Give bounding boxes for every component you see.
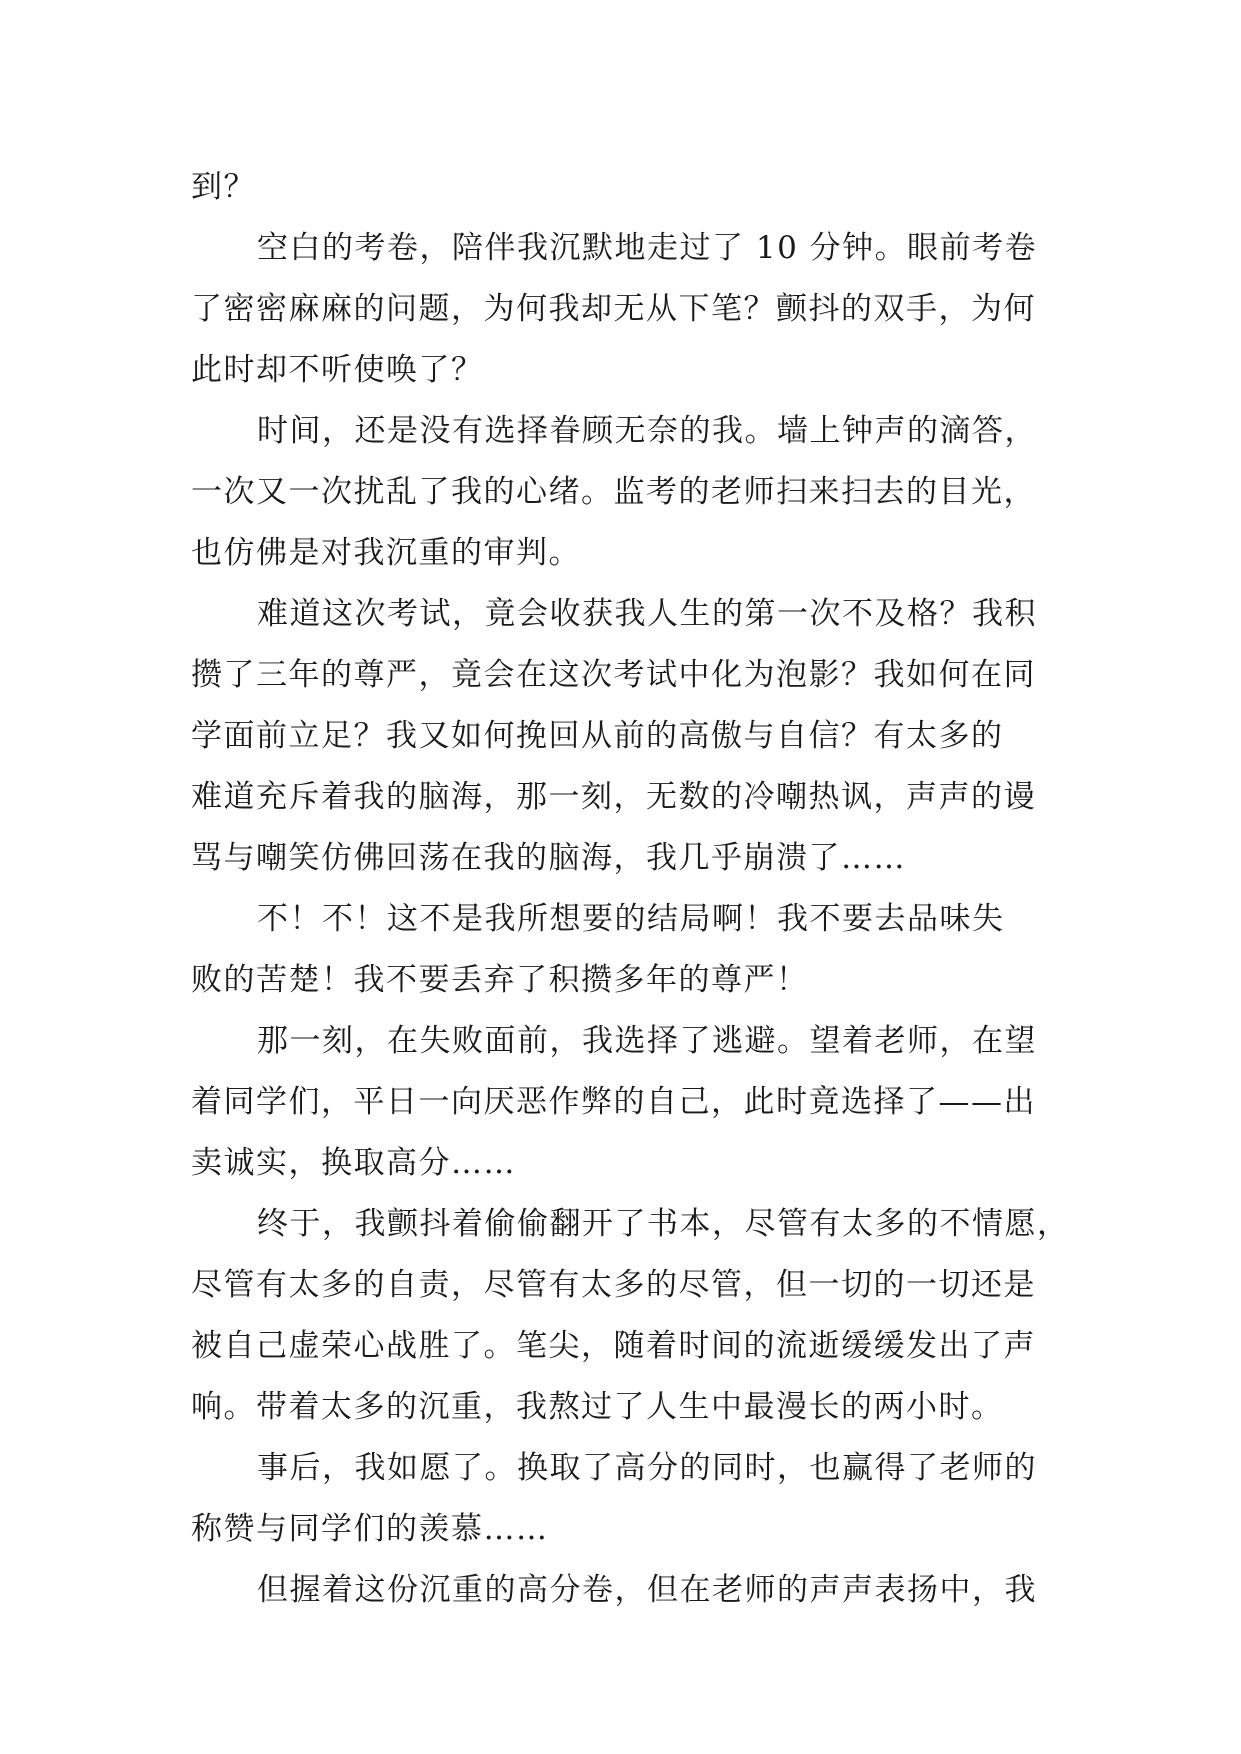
text-line: 败的苦楚！我不要丢弃了积攒多年的尊严！ bbox=[191, 962, 809, 998]
text-line: 骂与嘲笑仿佛回荡在我的脑海，我几乎崩溃了…… bbox=[191, 840, 906, 876]
text-line: 响。带着太多的沉重，我熬过了人生中最漫长的两小时。 bbox=[191, 1389, 1004, 1425]
paragraph-first-line: 时间，还是没有选择眷顾无奈的我。墙上钟声的滴答， bbox=[257, 413, 1037, 449]
text-line: 此时却不听使唤了？ bbox=[191, 352, 484, 388]
paragraph-first-line: 空白的考卷，陪伴我沉默地走过了 10 分钟。眼前考卷 bbox=[257, 230, 1038, 266]
essay-body bbox=[191, 157, 1071, 1621]
text-line: 攒了三年的尊严，竟会在这次考试中化为泡影？我如何在同 bbox=[191, 657, 1036, 693]
paragraph-first-line: 那一刻，在失败面前，我选择了逃避。望着老师，在望 bbox=[257, 1023, 1037, 1059]
text-line: 尽管有太多的自责，尽管有太多的尽管，但一切的一切还是 bbox=[191, 1267, 1036, 1303]
paragraph-first-line: 终于，我颤抖着偷偷翻开了书本，尽管有太多的不情愿， bbox=[257, 1206, 1070, 1242]
paragraph-first-line: 难道这次考试，竟会收获我人生的第一次不及格？我积 bbox=[257, 596, 1037, 632]
text-line: 到？ bbox=[191, 169, 256, 205]
text-line: 着同学们，平日一向厌恶作弊的自己，此时竟选择了——出 bbox=[191, 1084, 1036, 1120]
text-line: 也仿佛是对我沉重的审判。 bbox=[191, 535, 581, 571]
text-line: 卖诚实，换取高分…… bbox=[191, 1145, 516, 1181]
paragraph-first-line: 不！不！这不是我所想要的结局啊！我不要去品味失 bbox=[257, 901, 1005, 937]
paragraph-first-line: 事后，我如愿了。换取了高分的同时，也赢得了老师的 bbox=[257, 1450, 1037, 1486]
text-line: 难道充斥着我的脑海，那一刻，无数的冷嘲热讽，声声的谩 bbox=[191, 779, 1036, 815]
text-line: 了密密麻麻的问题，为何我却无从下笔？颤抖的双手，为何 bbox=[191, 291, 1036, 327]
text-line: 学面前立足？我又如何挽回从前的高傲与自信？有太多的 bbox=[191, 718, 1004, 754]
text-line: 一次又一次扰乱了我的心绪。监考的老师扫来扫去的目光， bbox=[191, 474, 1036, 510]
text-line: 被自己虚荣心战胜了。笔尖，随着时间的流逝缓缓发出了声 bbox=[191, 1328, 1036, 1364]
text-line: 称赞与同学们的羡慕…… bbox=[191, 1511, 549, 1547]
paragraph-first-line: 但握着这份沉重的高分卷，但在老师的声声表扬中，我 bbox=[257, 1572, 1037, 1608]
